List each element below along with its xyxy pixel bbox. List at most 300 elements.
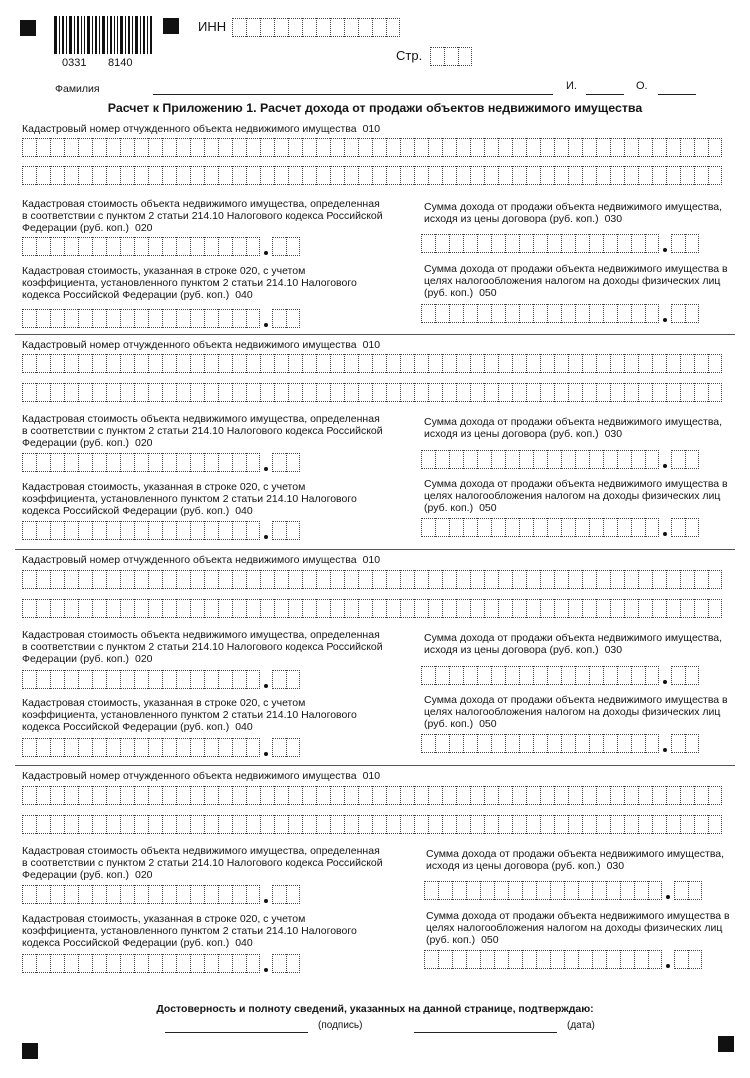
taxable-income-rub-cells[interactable]	[421, 304, 659, 323]
char-cell[interactable]	[50, 453, 64, 472]
char-cell[interactable]	[260, 383, 274, 402]
char-cell[interactable]	[631, 304, 645, 323]
char-cell[interactable]	[421, 666, 435, 685]
char-cell[interactable]	[78, 354, 92, 373]
char-cell[interactable]	[246, 18, 260, 37]
char-cell[interactable]	[78, 954, 92, 973]
char-cell[interactable]	[414, 354, 428, 373]
char-cell[interactable]	[176, 383, 190, 402]
char-cell[interactable]	[568, 383, 582, 402]
char-cell[interactable]	[617, 234, 631, 253]
char-cell[interactable]	[286, 738, 300, 757]
char-cell[interactable]	[596, 815, 610, 834]
char-cell[interactable]	[505, 518, 519, 537]
char-cell[interactable]	[148, 138, 162, 157]
char-cell[interactable]	[120, 354, 134, 373]
char-cell[interactable]	[512, 570, 526, 589]
char-cell[interactable]	[610, 815, 624, 834]
char-cell[interactable]	[421, 450, 435, 469]
char-cell[interactable]	[484, 166, 498, 185]
char-cell[interactable]	[204, 453, 218, 472]
char-cell[interactable]	[330, 18, 344, 37]
cadastral-number-cells-row2[interactable]	[22, 599, 722, 618]
char-cell[interactable]	[519, 304, 533, 323]
char-cell[interactable]	[286, 521, 300, 540]
char-cell[interactable]	[92, 521, 106, 540]
char-cell[interactable]	[36, 383, 50, 402]
cadastral-number-cells-row1[interactable]	[22, 786, 722, 805]
char-cell[interactable]	[470, 786, 484, 805]
char-cell[interactable]	[78, 599, 92, 618]
char-cell[interactable]	[568, 354, 582, 373]
char-cell[interactable]	[512, 138, 526, 157]
char-cell[interactable]	[50, 166, 64, 185]
char-cell[interactable]	[606, 881, 620, 900]
char-cell[interactable]	[638, 166, 652, 185]
char-cell[interactable]	[694, 570, 708, 589]
char-cell[interactable]	[372, 18, 386, 37]
char-cell[interactable]	[680, 138, 694, 157]
char-cell[interactable]	[274, 786, 288, 805]
char-cell[interactable]	[22, 815, 36, 834]
char-cell[interactable]	[547, 666, 561, 685]
char-cell[interactable]	[470, 138, 484, 157]
char-cell[interactable]	[624, 354, 638, 373]
char-cell[interactable]	[190, 521, 204, 540]
cadastral-value-rub-cells[interactable]	[22, 885, 260, 904]
char-cell[interactable]	[372, 815, 386, 834]
char-cell[interactable]	[498, 599, 512, 618]
char-cell[interactable]	[414, 815, 428, 834]
char-cell[interactable]	[218, 521, 232, 540]
char-cell[interactable]	[272, 885, 286, 904]
taxable-income-rub-cells[interactable]	[421, 734, 659, 753]
char-cell[interactable]	[246, 166, 260, 185]
char-cell[interactable]	[288, 354, 302, 373]
char-cell[interactable]	[134, 309, 148, 328]
char-cell[interactable]	[274, 599, 288, 618]
char-cell[interactable]	[671, 734, 685, 753]
char-cell[interactable]	[162, 237, 176, 256]
cadastral-value-kop-cells[interactable]	[272, 670, 300, 689]
char-cell[interactable]	[452, 950, 466, 969]
char-cell[interactable]	[624, 786, 638, 805]
char-cell[interactable]	[134, 166, 148, 185]
char-cell[interactable]	[176, 599, 190, 618]
char-cell[interactable]	[666, 570, 680, 589]
char-cell[interactable]	[533, 734, 547, 753]
char-cell[interactable]	[106, 521, 120, 540]
char-cell[interactable]	[444, 47, 458, 66]
char-cell[interactable]	[134, 954, 148, 973]
char-cell[interactable]	[435, 450, 449, 469]
signature-line[interactable]	[165, 1032, 308, 1033]
char-cell[interactable]	[272, 670, 286, 689]
char-cell[interactable]	[564, 950, 578, 969]
char-cell[interactable]	[120, 599, 134, 618]
char-cell[interactable]	[526, 815, 540, 834]
char-cell[interactable]	[274, 18, 288, 37]
char-cell[interactable]	[330, 815, 344, 834]
char-cell[interactable]	[232, 521, 246, 540]
char-cell[interactable]	[456, 354, 470, 373]
char-cell[interactable]	[421, 734, 435, 753]
char-cell[interactable]	[512, 815, 526, 834]
char-cell[interactable]	[148, 599, 162, 618]
char-cell[interactable]	[519, 666, 533, 685]
char-cell[interactable]	[246, 570, 260, 589]
char-cell[interactable]	[512, 166, 526, 185]
char-cell[interactable]	[498, 383, 512, 402]
char-cell[interactable]	[286, 309, 300, 328]
char-cell[interactable]	[463, 666, 477, 685]
char-cell[interactable]	[540, 354, 554, 373]
char-cell[interactable]	[218, 570, 232, 589]
char-cell[interactable]	[134, 670, 148, 689]
adjusted-cadastral-value-rub-cells[interactable]	[22, 521, 260, 540]
char-cell[interactable]	[120, 954, 134, 973]
char-cell[interactable]	[624, 570, 638, 589]
char-cell[interactable]	[36, 237, 50, 256]
char-cell[interactable]	[358, 599, 372, 618]
char-cell[interactable]	[424, 950, 438, 969]
char-cell[interactable]	[554, 599, 568, 618]
char-cell[interactable]	[232, 18, 246, 37]
char-cell[interactable]	[190, 815, 204, 834]
char-cell[interactable]	[610, 786, 624, 805]
char-cell[interactable]	[470, 815, 484, 834]
char-cell[interactable]	[624, 599, 638, 618]
char-cell[interactable]	[120, 309, 134, 328]
char-cell[interactable]	[526, 166, 540, 185]
char-cell[interactable]	[64, 738, 78, 757]
char-cell[interactable]	[330, 570, 344, 589]
char-cell[interactable]	[428, 354, 442, 373]
char-cell[interactable]	[414, 599, 428, 618]
char-cell[interactable]	[540, 166, 554, 185]
char-cell[interactable]	[176, 166, 190, 185]
char-cell[interactable]	[50, 786, 64, 805]
char-cell[interactable]	[260, 18, 274, 37]
char-cell[interactable]	[274, 815, 288, 834]
char-cell[interactable]	[582, 815, 596, 834]
char-cell[interactable]	[22, 383, 36, 402]
char-cell[interactable]	[246, 885, 260, 904]
char-cell[interactable]	[344, 18, 358, 37]
char-cell[interactable]	[176, 521, 190, 540]
char-cell[interactable]	[610, 138, 624, 157]
char-cell[interactable]	[232, 599, 246, 618]
char-cell[interactable]	[358, 18, 372, 37]
char-cell[interactable]	[176, 738, 190, 757]
char-cell[interactable]	[92, 599, 106, 618]
char-cell[interactable]	[78, 885, 92, 904]
char-cell[interactable]	[260, 166, 274, 185]
char-cell[interactable]	[547, 234, 561, 253]
char-cell[interactable]	[526, 138, 540, 157]
char-cell[interactable]	[589, 666, 603, 685]
char-cell[interactable]	[449, 734, 463, 753]
char-cell[interactable]	[120, 815, 134, 834]
char-cell[interactable]	[22, 738, 36, 757]
char-cell[interactable]	[92, 885, 106, 904]
char-cell[interactable]	[671, 666, 685, 685]
char-cell[interactable]	[148, 738, 162, 757]
char-cell[interactable]	[620, 881, 634, 900]
char-cell[interactable]	[477, 304, 491, 323]
adjusted-cadastral-value-rub-cells[interactable]	[22, 954, 260, 973]
char-cell[interactable]	[22, 166, 36, 185]
char-cell[interactable]	[386, 786, 400, 805]
char-cell[interactable]	[596, 166, 610, 185]
char-cell[interactable]	[36, 599, 50, 618]
char-cell[interactable]	[547, 304, 561, 323]
char-cell[interactable]	[561, 734, 575, 753]
char-cell[interactable]	[78, 570, 92, 589]
char-cell[interactable]	[218, 237, 232, 256]
char-cell[interactable]	[470, 166, 484, 185]
char-cell[interactable]	[260, 786, 274, 805]
char-cell[interactable]	[22, 786, 36, 805]
char-cell[interactable]	[680, 570, 694, 589]
char-cell[interactable]	[176, 815, 190, 834]
char-cell[interactable]	[106, 138, 120, 157]
cadastral-number-cells-row2[interactable]	[22, 166, 722, 185]
char-cell[interactable]	[218, 954, 232, 973]
char-cell[interactable]	[218, 138, 232, 157]
char-cell[interactable]	[50, 237, 64, 256]
char-cell[interactable]	[134, 815, 148, 834]
inn-cells[interactable]	[232, 18, 400, 37]
char-cell[interactable]	[519, 234, 533, 253]
char-cell[interactable]	[617, 450, 631, 469]
char-cell[interactable]	[246, 786, 260, 805]
char-cell[interactable]	[671, 518, 685, 537]
char-cell[interactable]	[491, 234, 505, 253]
char-cell[interactable]	[575, 734, 589, 753]
char-cell[interactable]	[204, 954, 218, 973]
char-cell[interactable]	[190, 383, 204, 402]
char-cell[interactable]	[666, 138, 680, 157]
char-cell[interactable]	[330, 786, 344, 805]
char-cell[interactable]	[442, 570, 456, 589]
char-cell[interactable]	[561, 234, 575, 253]
char-cell[interactable]	[36, 738, 50, 757]
char-cell[interactable]	[505, 666, 519, 685]
char-cell[interactable]	[148, 815, 162, 834]
char-cell[interactable]	[36, 521, 50, 540]
char-cell[interactable]	[442, 786, 456, 805]
char-cell[interactable]	[134, 570, 148, 589]
char-cell[interactable]	[671, 450, 685, 469]
char-cell[interactable]	[64, 237, 78, 256]
char-cell[interactable]	[470, 570, 484, 589]
char-cell[interactable]	[344, 383, 358, 402]
char-cell[interactable]	[36, 954, 50, 973]
char-cell[interactable]	[505, 304, 519, 323]
char-cell[interactable]	[680, 166, 694, 185]
char-cell[interactable]	[470, 354, 484, 373]
char-cell[interactable]	[470, 383, 484, 402]
cadastral-number-cells-row1[interactable]	[22, 138, 722, 157]
char-cell[interactable]	[540, 815, 554, 834]
char-cell[interactable]	[92, 954, 106, 973]
char-cell[interactable]	[204, 166, 218, 185]
char-cell[interactable]	[50, 599, 64, 618]
char-cell[interactable]	[694, 354, 708, 373]
char-cell[interactable]	[316, 138, 330, 157]
char-cell[interactable]	[442, 354, 456, 373]
char-cell[interactable]	[274, 138, 288, 157]
char-cell[interactable]	[106, 453, 120, 472]
char-cell[interactable]	[272, 453, 286, 472]
char-cell[interactable]	[232, 786, 246, 805]
char-cell[interactable]	[512, 786, 526, 805]
char-cell[interactable]	[204, 309, 218, 328]
char-cell[interactable]	[358, 815, 372, 834]
char-cell[interactable]	[638, 138, 652, 157]
char-cell[interactable]	[386, 18, 400, 37]
char-cell[interactable]	[36, 309, 50, 328]
char-cell[interactable]	[232, 885, 246, 904]
char-cell[interactable]	[204, 570, 218, 589]
adjusted-cadastral-value-kop-cells[interactable]	[272, 309, 300, 328]
contract-income-rub-cells[interactable]	[421, 666, 659, 685]
char-cell[interactable]	[204, 885, 218, 904]
char-cell[interactable]	[302, 18, 316, 37]
char-cell[interactable]	[400, 383, 414, 402]
char-cell[interactable]	[190, 786, 204, 805]
char-cell[interactable]	[22, 309, 36, 328]
char-cell[interactable]	[92, 309, 106, 328]
taxable-income-kop-cells[interactable]	[671, 304, 699, 323]
char-cell[interactable]	[603, 518, 617, 537]
char-cell[interactable]	[694, 786, 708, 805]
contract-income-kop-cells[interactable]	[671, 450, 699, 469]
char-cell[interactable]	[578, 950, 592, 969]
char-cell[interactable]	[578, 881, 592, 900]
taxable-income-rub-cells[interactable]	[421, 518, 659, 537]
char-cell[interactable]	[302, 786, 316, 805]
char-cell[interactable]	[148, 354, 162, 373]
char-cell[interactable]	[596, 786, 610, 805]
char-cell[interactable]	[442, 138, 456, 157]
char-cell[interactable]	[456, 815, 470, 834]
char-cell[interactable]	[575, 304, 589, 323]
char-cell[interactable]	[685, 234, 699, 253]
char-cell[interactable]	[550, 950, 564, 969]
char-cell[interactable]	[603, 666, 617, 685]
char-cell[interactable]	[533, 234, 547, 253]
char-cell[interactable]	[330, 383, 344, 402]
char-cell[interactable]	[288, 570, 302, 589]
char-cell[interactable]	[36, 885, 50, 904]
char-cell[interactable]	[358, 166, 372, 185]
char-cell[interactable]	[162, 309, 176, 328]
char-cell[interactable]	[246, 670, 260, 689]
char-cell[interactable]	[246, 237, 260, 256]
char-cell[interactable]	[302, 138, 316, 157]
char-cell[interactable]	[190, 885, 204, 904]
char-cell[interactable]	[540, 138, 554, 157]
adjusted-cadastral-value-kop-cells[interactable]	[272, 738, 300, 757]
char-cell[interactable]	[92, 670, 106, 689]
char-cell[interactable]	[106, 738, 120, 757]
char-cell[interactable]	[50, 570, 64, 589]
char-cell[interactable]	[512, 599, 526, 618]
char-cell[interactable]	[645, 666, 659, 685]
char-cell[interactable]	[64, 453, 78, 472]
char-cell[interactable]	[50, 354, 64, 373]
char-cell[interactable]	[162, 885, 176, 904]
char-cell[interactable]	[554, 166, 568, 185]
char-cell[interactable]	[288, 383, 302, 402]
char-cell[interactable]	[246, 815, 260, 834]
char-cell[interactable]	[592, 881, 606, 900]
char-cell[interactable]	[232, 453, 246, 472]
page-cells[interactable]	[430, 47, 472, 66]
char-cell[interactable]	[463, 304, 477, 323]
char-cell[interactable]	[708, 383, 722, 402]
char-cell[interactable]	[648, 881, 662, 900]
char-cell[interactable]	[484, 138, 498, 157]
char-cell[interactable]	[463, 234, 477, 253]
char-cell[interactable]	[540, 383, 554, 402]
char-cell[interactable]	[120, 138, 134, 157]
char-cell[interactable]	[610, 570, 624, 589]
char-cell[interactable]	[36, 453, 50, 472]
char-cell[interactable]	[519, 518, 533, 537]
char-cell[interactable]	[204, 786, 218, 805]
char-cell[interactable]	[414, 138, 428, 157]
char-cell[interactable]	[190, 354, 204, 373]
char-cell[interactable]	[92, 237, 106, 256]
char-cell[interactable]	[540, 570, 554, 589]
char-cell[interactable]	[120, 453, 134, 472]
char-cell[interactable]	[428, 815, 442, 834]
char-cell[interactable]	[286, 670, 300, 689]
char-cell[interactable]	[449, 518, 463, 537]
char-cell[interactable]	[246, 138, 260, 157]
char-cell[interactable]	[685, 518, 699, 537]
char-cell[interactable]	[134, 738, 148, 757]
char-cell[interactable]	[477, 450, 491, 469]
char-cell[interactable]	[286, 954, 300, 973]
char-cell[interactable]	[302, 354, 316, 373]
char-cell[interactable]	[218, 885, 232, 904]
initial-i-line[interactable]	[586, 94, 624, 95]
char-cell[interactable]	[694, 599, 708, 618]
char-cell[interactable]	[204, 354, 218, 373]
char-cell[interactable]	[232, 138, 246, 157]
char-cell[interactable]	[218, 815, 232, 834]
char-cell[interactable]	[494, 950, 508, 969]
cadastral-number-cells-row2[interactable]	[22, 383, 722, 402]
char-cell[interactable]	[575, 666, 589, 685]
char-cell[interactable]	[162, 166, 176, 185]
char-cell[interactable]	[435, 304, 449, 323]
char-cell[interactable]	[302, 166, 316, 185]
char-cell[interactable]	[162, 453, 176, 472]
char-cell[interactable]	[358, 786, 372, 805]
char-cell[interactable]	[134, 786, 148, 805]
char-cell[interactable]	[218, 599, 232, 618]
char-cell[interactable]	[204, 521, 218, 540]
char-cell[interactable]	[232, 166, 246, 185]
char-cell[interactable]	[456, 786, 470, 805]
char-cell[interactable]	[484, 570, 498, 589]
char-cell[interactable]	[610, 166, 624, 185]
